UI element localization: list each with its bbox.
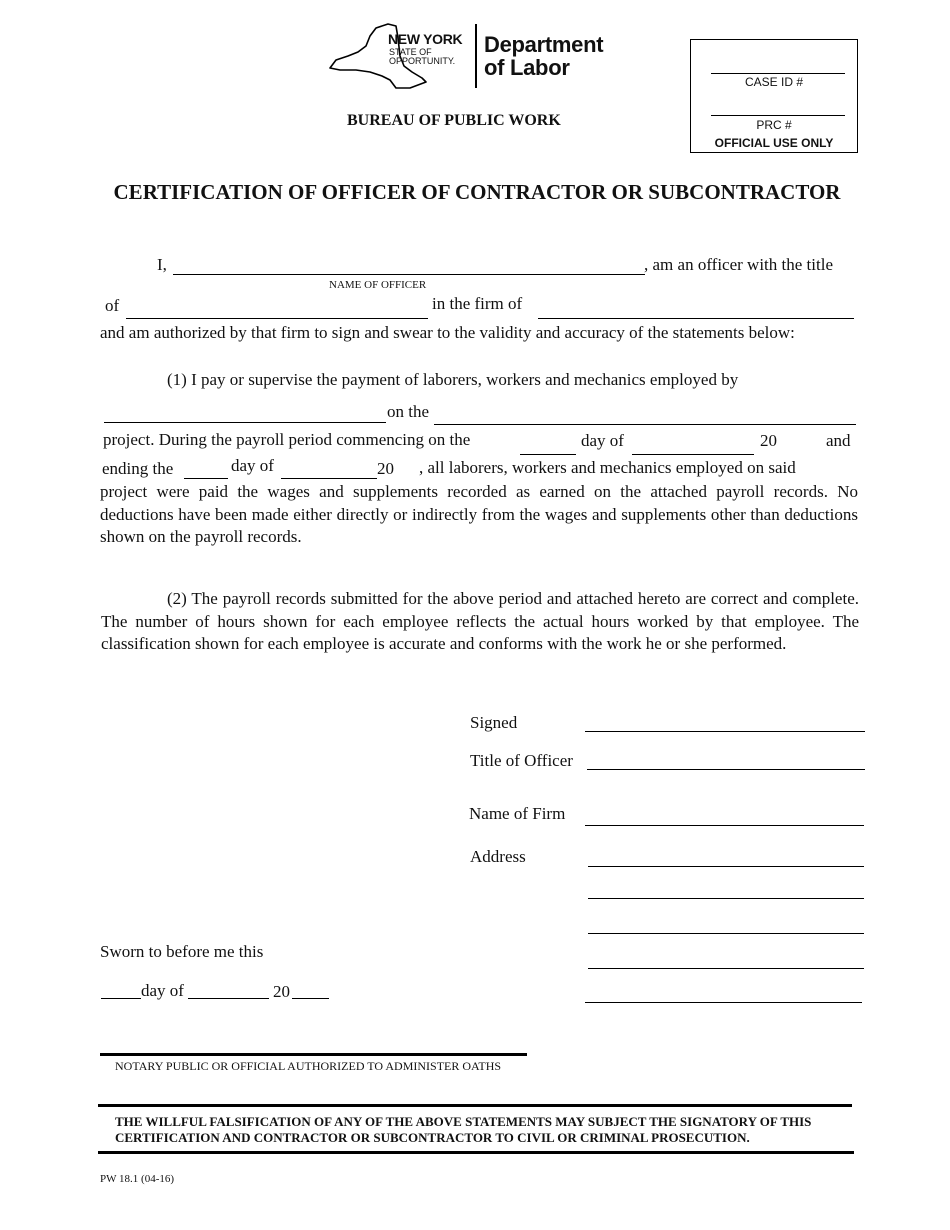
name-of-firm-field[interactable] — [585, 825, 864, 826]
sworn-year-label: 20 — [273, 982, 290, 1001]
logo-state-sub-2: OPPORTUNITY. — [389, 56, 456, 66]
signature-field[interactable] — [585, 731, 865, 732]
address-line-4[interactable] — [588, 968, 864, 969]
warning-bottom-rule — [98, 1151, 854, 1154]
notary-signature-line[interactable] — [100, 1053, 527, 1056]
name-of-officer-caption: NAME OF OFFICER — [329, 279, 427, 291]
address-line-3[interactable] — [588, 933, 864, 934]
logo-divider — [475, 24, 477, 88]
end-day-field[interactable] — [184, 478, 228, 479]
notary-caption: NOTARY PUBLIC OR OFFICIAL AUTHORIZED TO ADMINISTER OATHS — [115, 1059, 502, 1073]
sworn-year-field[interactable] — [292, 998, 329, 999]
signed-label: Signed — [470, 713, 518, 732]
logo-state-sub-1: STATE OF — [389, 47, 432, 57]
address-line-5[interactable] — [585, 1002, 862, 1003]
officer-title-field[interactable] — [126, 318, 428, 319]
firm-name-field[interactable] — [538, 318, 854, 319]
warning-text: THE WILLFUL FALSIFICATION OF ANY OF THE ABOVE STATEMENTS MAY SUBJECT THE SIGNATORY OF THIS CERTIFICATION AND CONTRACTOR OR SUBCONTRACTOR TO CIVIL OR CRIMINAL PROSECUTION. — [115, 1114, 812, 1145]
prc-label: PRC # — [756, 118, 792, 132]
statement1-intro: (1) I pay or supervise the payment of laborers, workers and mechanics employed by — [167, 370, 739, 389]
on-the-label: on the — [387, 402, 430, 421]
firm-label: in the firm of — [432, 294, 523, 313]
logo-dept-line1: Department — [484, 32, 604, 57]
sworn-day-of-label: day of — [141, 981, 184, 1000]
official-use-box — [690, 39, 858, 153]
ending-the-label: ending the — [102, 459, 174, 478]
end-year-label: 20 — [377, 459, 394, 478]
address-line-1[interactable] — [588, 866, 864, 867]
address-line-2[interactable] — [588, 898, 864, 899]
start-year-label: 20 — [760, 431, 777, 450]
bureau-title: BUREAU OF PUBLIC WORK — [347, 112, 561, 129]
and-label: and — [826, 431, 851, 450]
sworn-text: Sworn to before me this — [100, 942, 264, 961]
end-day-of-label: day of — [231, 456, 274, 475]
i-label: I, — [157, 255, 167, 274]
start-day-of-label: day of — [581, 431, 624, 450]
project-field[interactable] — [434, 424, 856, 425]
title-of-officer-label: Title of Officer — [470, 751, 573, 770]
case-id-label: CASE ID # — [744, 75, 804, 89]
prc-line — [711, 115, 845, 116]
official-use-label: OFFICIAL USE ONLY — [714, 136, 834, 150]
officer-name-field[interactable] — [173, 274, 645, 275]
form-id: PW 18.1 (04-16) — [100, 1173, 175, 1185]
case-id-line — [711, 73, 845, 74]
start-day-field[interactable] — [520, 454, 576, 455]
officer-title-text: , am an officer with the title — [644, 255, 833, 274]
authorized-text: and am authorized by that firm to sign and swear to the validity and accuracy of the statements below: — [100, 323, 795, 342]
address-label: Address — [470, 847, 526, 866]
logo-dept-line2: of Labor — [484, 55, 570, 80]
of-label: of — [105, 296, 120, 315]
end-month-field[interactable] — [281, 478, 377, 479]
warning-top-rule — [98, 1104, 852, 1107]
employer-field[interactable] — [104, 422, 386, 423]
name-of-firm-label: Name of Firm — [469, 804, 566, 823]
start-month-field[interactable] — [632, 454, 754, 455]
statement1-body: project were paid the wages and supplements recorded as earned on the attached payroll records. No deductions have been made either directly or indirectly from the wages and supplements other than deductions shown on the payroll records. — [100, 482, 858, 546]
sworn-month-field[interactable] — [188, 998, 269, 999]
title-of-officer-field[interactable] — [587, 769, 865, 770]
all-laborers-text: , all laborers, workers and mechanics employed on said — [419, 458, 796, 477]
project-commencing-text: project. During the payroll period commencing on the — [103, 430, 471, 449]
logo-state-name: NEW YORK — [388, 31, 463, 47]
nys-logo — [326, 22, 626, 92]
statement2-text: (2) The payroll records submitted for the above period and attached hereto are correct and complete. The number of hours shown for each employee reflects the actual hours worked by that employee. The classification shown for each employee is accurate and conforms with the work he or she performed. — [101, 589, 859, 653]
sworn-day-field[interactable] — [101, 998, 141, 999]
form-title: CERTIFICATION OF OFFICER OF CONTRACTOR OR SUBCONTRACTOR — [113, 180, 841, 204]
